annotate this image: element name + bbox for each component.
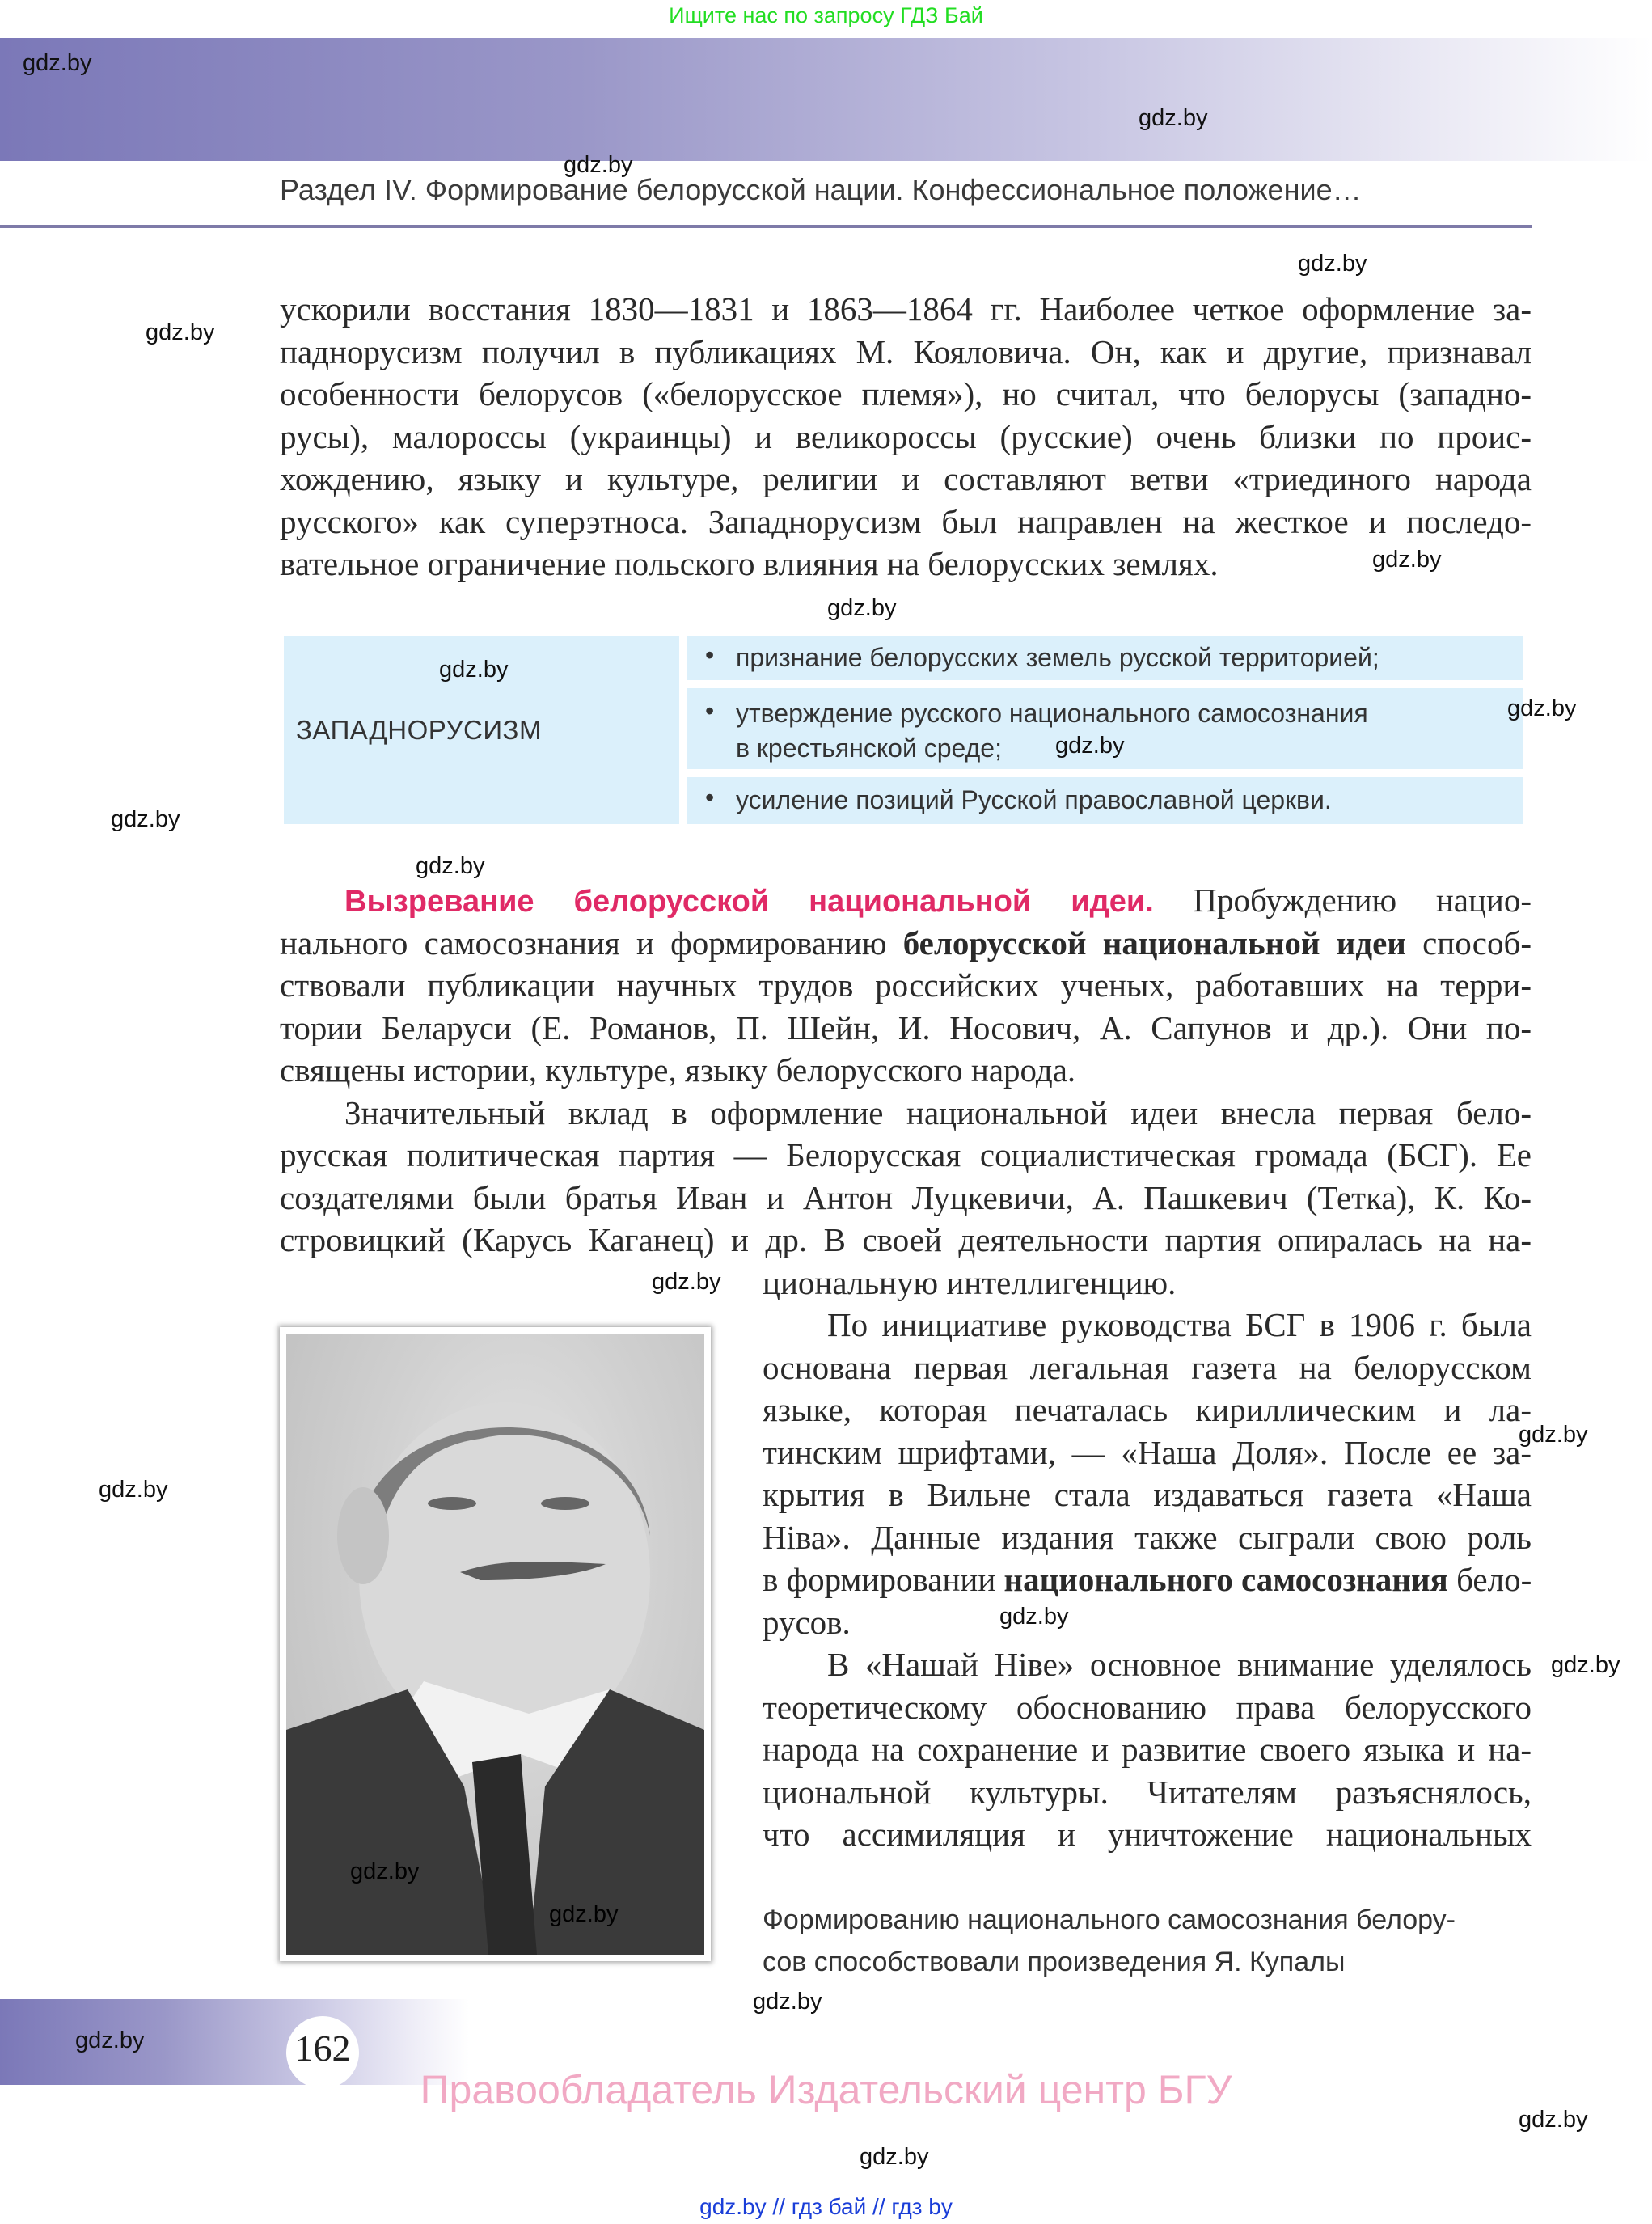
text-line: паднорусизм получил в публикациях М. Кояловича. Он, как и другие, признавал — [280, 332, 1532, 370]
text-line: Значительный вклад в оформление национальной идеи внесла первая бело- — [344, 1093, 1532, 1131]
header-band — [0, 38, 1652, 161]
text-line: русская политическая партия — Белорусская социалистическая громада (БСГ). Ее — [280, 1136, 1532, 1173]
watermark: gdz.by — [860, 2144, 929, 2170]
watermark: gdz.by — [1519, 1422, 1588, 1448]
watermark: gdz.by — [1139, 105, 1208, 131]
scheme-item-text: признание белорусских земель русской территорией; — [736, 643, 1379, 672]
text-line: народа на сохранение и развитие своего языка и на- — [763, 1731, 1532, 1768]
scheme-item-text: усиление позиций Русской православной церкви. — [736, 785, 1332, 814]
watermark: gdz.by — [1298, 251, 1367, 277]
watermark: gdz.by — [1055, 733, 1125, 759]
key-term: национального самосознания — [1003, 1561, 1448, 1598]
watermark: gdz.by — [1551, 1652, 1620, 1678]
text-line: тинским шрифтами, — «Наша Доля». После ее за- — [763, 1433, 1532, 1471]
text-fragment: способ- — [1405, 924, 1532, 962]
watermark: gdz.by — [564, 152, 633, 178]
scheme-item — [687, 636, 1523, 680]
text-line: создателями были братья Иван и Антон Луцкевичи, А. Пашкевич (Тетка), К. Ко- — [280, 1178, 1532, 1216]
text-fragment: Пробуждению нацио- — [1193, 882, 1532, 919]
section-header-title: Раздел IV. Формирование белорусской нации. Конфессиональное положение… — [280, 173, 1362, 206]
copyright-notice: Правообладатель Издательский центр БГУ — [420, 2067, 1232, 2112]
text-line: хождению, языку и культуре, религии и составляют ветви «триединого народа — [280, 460, 1532, 497]
text-line: циональную интеллигенцию. — [763, 1264, 1177, 1301]
watermark: gdz.by — [23, 50, 92, 76]
text-fragment: бело- — [1447, 1561, 1532, 1598]
portrait-photo — [280, 1327, 711, 1961]
section-paragraph-1 — [280, 879, 1532, 1262]
text-line: ускорили восстания 1830—1831 и 1863—1864 гг. Наиболее четкое оформление за- — [280, 290, 1532, 328]
watermark: gdz.by — [416, 853, 485, 879]
watermark: gdz.by — [439, 657, 509, 683]
text-fragment: в формировании — [763, 1561, 1004, 1598]
bullet-icon: • — [705, 696, 715, 725]
text-line: стровицкий (Карусь Каганец) и др. В своей деятельности партия опиралась на на- — [280, 1221, 1532, 1258]
text-line: русского» как суперэтноса. Западнорусизм был направлен на жесткое и последо- — [280, 502, 1532, 540]
text-line: крытия в Вильне стала издаваться газета «Наша — [763, 1476, 1532, 1513]
watermark: gdz.by — [1507, 696, 1577, 721]
footer-links[interactable]: gdz.by // гдз бай // гдз by — [699, 2194, 953, 2219]
text-line: В «Нашай Ніве» основное внимание уделялось — [827, 1646, 1532, 1683]
text-line: По инициативе руководства БСГ в 1906 г. была — [827, 1306, 1532, 1343]
text-line: особенности белорусов («белорусское племя»), но считал, что белорусы (западно- — [280, 375, 1532, 412]
watermark: gdz.by — [111, 806, 180, 832]
watermark: gdz.by — [827, 595, 897, 621]
bullet-icon: • — [705, 783, 715, 812]
text-line: священы истории, культуре, языку белорусского народа. — [280, 1051, 1076, 1089]
watermark: gdz.by — [350, 1858, 420, 1884]
text-line: основана первая легальная газета на белорусском — [763, 1348, 1532, 1386]
scheme-term: ЗАПАДНОРУСИЗМ — [296, 715, 542, 745]
watermark: gdz.by — [99, 1477, 168, 1503]
bullet-icon: • — [705, 641, 715, 670]
watermark: gdz.by — [549, 1901, 619, 1927]
text-line: что ассимиляция и уничтожение национальных — [763, 1816, 1532, 1853]
text-line — [280, 922, 1532, 965]
watermark: gdz.by — [999, 1604, 1069, 1630]
scheme-item-text: в крестьянской среде; — [736, 734, 1002, 763]
text-line: тории Беларуси (Е. Романов, П. Шейн, И. Носович, А. Сапунов и др.). Они по- — [280, 1008, 1532, 1046]
portrait-illustration — [286, 1334, 704, 1955]
caption-line: Формированию национального самосознания белору- — [763, 1905, 1456, 1935]
section-paragraph-2-end — [763, 1262, 1532, 1304]
section-paragraph-3 — [763, 1304, 1532, 1856]
scheme-item — [687, 777, 1523, 824]
text-line: русов. — [763, 1603, 851, 1641]
text-line: русы), малороссы (украинцы) и великороссы (русские) очень близки по проис- — [280, 417, 1532, 455]
text-line: вательное ограничение польского влияния на белорусских землях. — [280, 545, 1219, 582]
search-hint-banner: Ищите нас по запросу ГДЗ Бай — [669, 3, 983, 27]
caption-line: сов способствовали произведения Я. Купалы — [763, 1947, 1346, 1977]
watermark: gdz.by — [652, 1269, 721, 1295]
watermark: gdz.by — [753, 1989, 822, 2015]
text-line: Ніва». Данные издания также сыграли свою роль — [763, 1518, 1532, 1556]
section-heading: Вызревание белорусской национальной идеи. — [344, 885, 1154, 919]
text-fragment: нального самосознания и формированию — [280, 924, 903, 962]
key-term: белорусской национальной идеи — [902, 924, 1406, 962]
text-line: циональной культуры. Читателям разъяснялось, — [763, 1773, 1532, 1811]
text-line: ствовали публикации научных трудов российских ученых, работавших на терри- — [280, 966, 1532, 1004]
text-line — [280, 879, 1532, 922]
watermark: gdz.by — [1519, 2107, 1588, 2133]
text-line — [763, 1558, 1532, 1601]
scheme-item-text: утверждение русского национального самосознания — [736, 699, 1368, 728]
text-line: языке, которая печаталась кириллическим и ла- — [763, 1391, 1532, 1428]
text-line: теоретическому обоснованию права белорусского — [763, 1688, 1532, 1726]
watermark: gdz.by — [1372, 547, 1442, 573]
watermark: gdz.by — [75, 2027, 145, 2053]
watermark: gdz.by — [146, 319, 215, 345]
header-divider — [0, 225, 1532, 228]
photo-caption — [763, 1899, 1456, 1983]
intro-paragraph — [280, 288, 1532, 586]
page-number: 162 — [294, 2027, 351, 2069]
portrait-image — [286, 1334, 704, 1955]
